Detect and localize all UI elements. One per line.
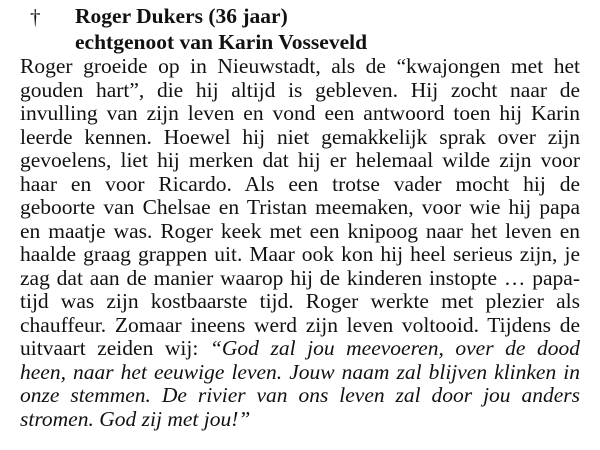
quote-line-final: stromen. God zij met jou!” [20,406,251,431]
spouse-line: echtgenoot van Karin Vosseveld [75,30,368,54]
body-line: haalde graag grappen uit. Maar ook kon hij heel serieus zijn, je [20,242,580,266]
quote-line: onze stemmen. De rivier van ons leven zal door jou anders [20,383,580,407]
obituary-heading [75,3,367,55]
quote-start: “God zal jou meevoeren, over de dood [209,336,580,360]
body-line: haar en voor Ricardo. Als een trotse vader mocht hij de [20,171,580,196]
body-line: Roger groeide op in Nieuwstadt, als de “kwajongen met het [20,54,580,78]
body-line: invulling van zijn leven en vond een antwoord toen hij Karin [20,101,580,125]
body-line: gouden hart”, die hij altijd is gebleven. Hij zocht naar de [20,77,580,102]
body-line: geboorte van Chelsae en Tristan meemaken, voor wie hij papa [20,195,580,219]
body-line: zag dat aan de manier waarop hij de kinderen instopte … papa- [20,265,580,290]
cross-symbol: † [30,5,41,29]
body-line-mixed [20,337,580,361]
body-line: tijd was zijn kostbaarste tijd. Roger werkte met plezier als [20,289,580,313]
obituary-body [20,55,580,431]
name-line: Roger Dukers (36 jaar) [75,4,288,28]
body-line-roman-part: uitvaart zeiden wij: [20,336,210,360]
body-line: gevoelens, liet hij merken dat hij er helemaal wilde zijn voor [20,148,580,172]
body-line: chauffeur. Zomaar ineens werd zijn leven voltooid. Tijdens de [20,312,580,337]
quote-line: heen, naar het eeuwige leven. Jouw naam zal blijven klinken in [20,359,580,384]
body-line: en maatje was. Roger keek met een knipoog naar het leven en [20,218,580,243]
body-line: leerde kennen. Hoewel hij niet gemakkelijk sprak over zijn [20,124,580,149]
